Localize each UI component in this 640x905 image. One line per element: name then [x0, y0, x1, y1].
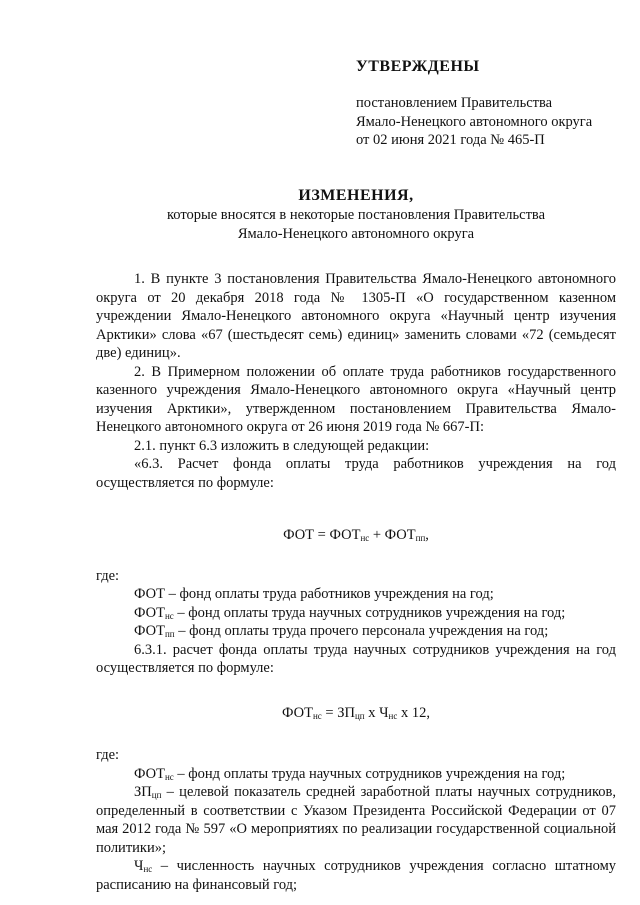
- paragraph-1: 1. В пункте 3 постановления Правительства Ямало-Ненецкого автономного округа от 20 декабря 2018 года № 1305-П «О государственном казенном учреждении Ямало-Ненецкого автономного округа «Научный центр изучения Арктики» слова «67 (шестьдесят семь) единиц» заменить словами «72 (семьдесят две) единиц».: [96, 271, 616, 361]
- definition-fot-ns: $ФОТ_{нс}$ – фонд оплаты труда научных сотрудников учреждения на год;: [134, 604, 566, 621]
- approval-block: [356, 58, 616, 150]
- approval-line: Ямало-Ненецкого автономного округа: [356, 113, 593, 130]
- document-body: [96, 270, 616, 894]
- paragraph-2-1: 2.1. пункт 6.3 изложить в следующей редакции:: [134, 437, 430, 454]
- definition-fot-ns-2: $ФОТ_{нс}$ – фонд оплаты труда научных сотрудников учреждения на год;: [134, 765, 566, 782]
- definition-fot: ФОТ – фонд оплаты труда работников учреждения на год;: [134, 586, 494, 602]
- approval-line: от 02 июня 2021 года № 465-П: [356, 132, 545, 148]
- document-subtitle-line: Ямало-Ненецкого автономного округа: [237, 225, 475, 242]
- approval-title: УТВЕРЖДЕНЫ: [356, 58, 480, 75]
- definition-zp: $ЗП_{цп}$ – целевой показатель средней заработной платы научных сотрудников, определенный в соответствии с Указом Президента Российской Федерации от 07 мая 2012 года № 597 «О мероприятиях по реализации государственной социальной политики»;: [96, 784, 616, 856]
- document-subtitle-line: которые вносятся в некоторые постановления Правительства: [166, 207, 546, 223]
- document-heading: [96, 186, 616, 243]
- where-label: где:: [96, 747, 120, 763]
- definition-fot-pp: $ФОТ_{пп}$ – фонд оплаты труда прочего персонала учреждения на год;: [134, 623, 549, 639]
- document-title: ИЗМЕНЕНИЯ,: [298, 187, 414, 204]
- formula-fot-ns: $ФОТ_{нс} = ЗП_{цп}$ х $Ч_{нс}$ х 12,: [282, 704, 430, 721]
- approval-line: постановлением Правительства: [356, 95, 553, 111]
- where-label: где:: [96, 567, 120, 584]
- paragraph-6-3-1: 6.3.1. расчет фонда оплаты труда научных сотрудников учреждения на год осуществляется по формуле:: [96, 641, 616, 676]
- definition-ch: $Ч_{нс}$ – численность научных сотрудников учреждения согласно штатному расписанию на финансовый год;: [96, 858, 616, 893]
- paragraph-2: 2. В Примерном положении об оплате труда работников государственного казенного учреждения Ямало-Ненецкого автономного округа «Научный центр изучения Арктики», утвержденном постановлением Правительства Ямало-Ненецкого автономного округа от 26 июня 2019 года № 667-П:: [96, 363, 616, 435]
- paragraph-6-3: «6.3. Расчет фонда оплаты труда работников учреждения на год осуществляется по формуле:: [96, 456, 616, 491]
- formula-fot: ФОТ = $ФОТ_{нс} + ФОТ_{пп}$,: [283, 527, 429, 543]
